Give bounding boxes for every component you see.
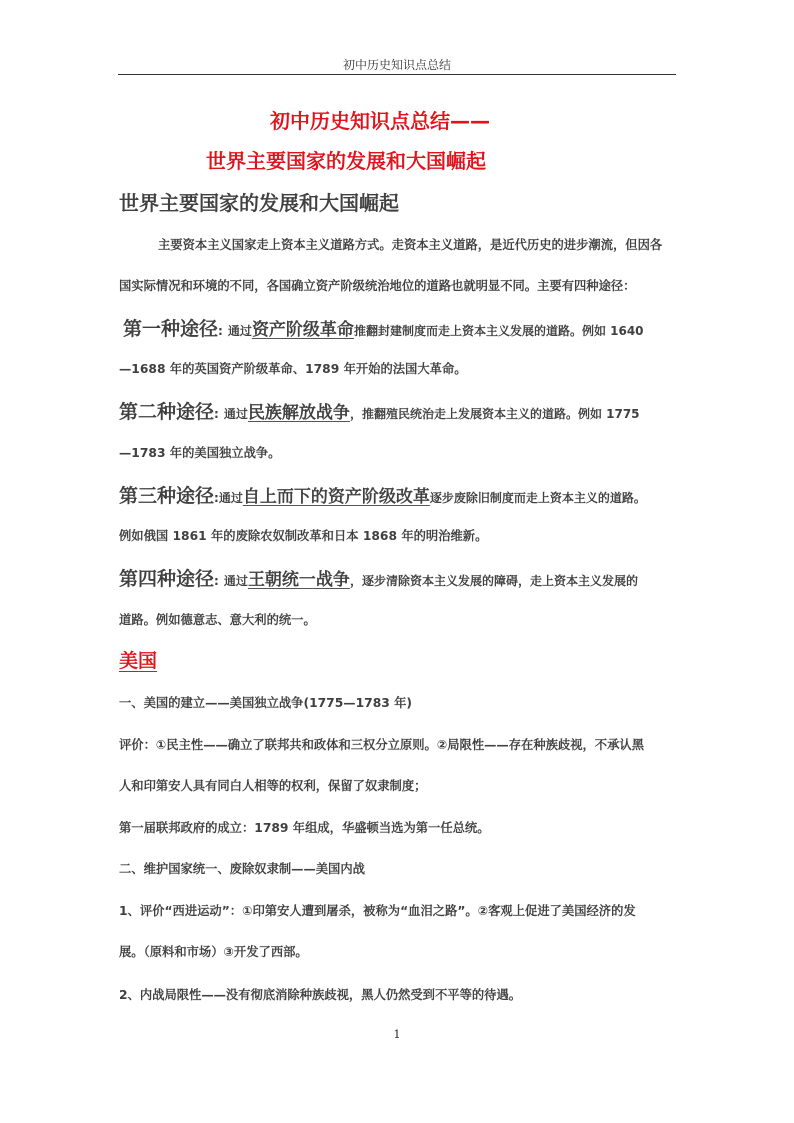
way-label: 第四种途径: [119, 568, 215, 590]
page-number: 1: [393, 1028, 401, 1041]
usa-line: 人和印第安人具有同白人相等的权利，保留了奴隶制度；: [119, 779, 427, 793]
usa-line: 1、评价“西进运动”：①印第安人遭到屠杀，被称为“血泪之路”。②客观上促进了美国经济的发: [119, 904, 636, 918]
way-label: 第三种途径: [119, 485, 215, 507]
way-prefix: 通过: [223, 574, 248, 588]
way-colon: :: [218, 324, 223, 338]
way-description: 逐步废除旧制度而走上资本主义的道路。: [429, 491, 646, 505]
usa-line: 第一届联邦政府的成立：1789 年组成，华盛顿当选为第一任总统。: [119, 821, 490, 835]
header-rule: [118, 74, 676, 75]
way-description: ，逐步清除资本主义发展的障碍，走上资本主义发展的: [349, 574, 638, 588]
way-colon: :: [214, 407, 219, 421]
way-keyword: 自上而下的资产阶级改革: [242, 487, 430, 507]
way-3-line2: 例如俄国 1861 年的废除农奴制改革和日本 1868 年的明治维新。: [119, 529, 488, 543]
usa-line: 展。（原料和市场）③开发了西部。: [119, 945, 308, 959]
way-3: [119, 481, 646, 508]
way-keyword: 王朝统一战争: [247, 570, 350, 590]
way-label: 第二种途径: [119, 401, 215, 423]
way-description: ，推翻殖民统治走上发展资本主义的道路。例如 1775: [349, 407, 640, 421]
way-2-line2: —1783 年的美国独立战争。: [119, 446, 281, 460]
way-prefix: 通过: [223, 407, 248, 421]
way-description: 推翻封建制度而走上资本主义发展的道路。例如 1640: [353, 324, 644, 338]
intro-line2: 国实际情况和环境的不同，各国确立资产阶级统治地位的道路也就明显不同。主要有四种途径：: [119, 279, 636, 293]
usa-line: 评价：①民主性——确立了联邦共和政体和三权分立原则。②局限性——存在种族歧视，不承认黑: [119, 738, 644, 752]
page-header: 初中历史知识点总结: [342, 58, 451, 72]
way-keyword: 民族解放战争: [247, 403, 350, 423]
usa-line: 二、维护国家统一、废除奴隶制——美国内战: [119, 862, 365, 876]
way-1-line2: —1688 年的英国资产阶级革命、1789 年开始的法国大革命。: [119, 362, 467, 376]
way-label: 第一种途径: [123, 318, 219, 340]
document-title-line2: 世界主要国家的发展和大国崛起: [206, 149, 486, 173]
way-prefix: 通过: [227, 324, 252, 338]
usa-heading: 美国: [119, 650, 158, 672]
way-4: [119, 564, 638, 591]
way-1: [123, 314, 644, 341]
way-keyword: 资产阶级革命: [251, 320, 354, 340]
way-colon: :: [214, 574, 219, 588]
way-prefix: 通过: [218, 491, 243, 505]
way-4-line2: 道路。例如德意志、意大利的统一。: [119, 613, 316, 627]
usa-line: 2、内战局限性——没有彻底消除种族歧视，黑人仍然受到不平等的待遇。: [119, 988, 522, 1002]
intro-line1: 主要资本主义国家走上资本主义道路方式。走资本主义道路，是近代历史的进步潮流，但因各: [158, 238, 663, 252]
section-heading: 世界主要国家的发展和大国崛起: [119, 191, 399, 215]
document-title-line1: 初中历史知识点总结——: [270, 109, 490, 133]
way-2: [119, 397, 640, 424]
way-colon: :: [214, 491, 219, 505]
usa-line: 一、美国的建立——美国独立战争(1775—1783 年): [119, 696, 413, 710]
